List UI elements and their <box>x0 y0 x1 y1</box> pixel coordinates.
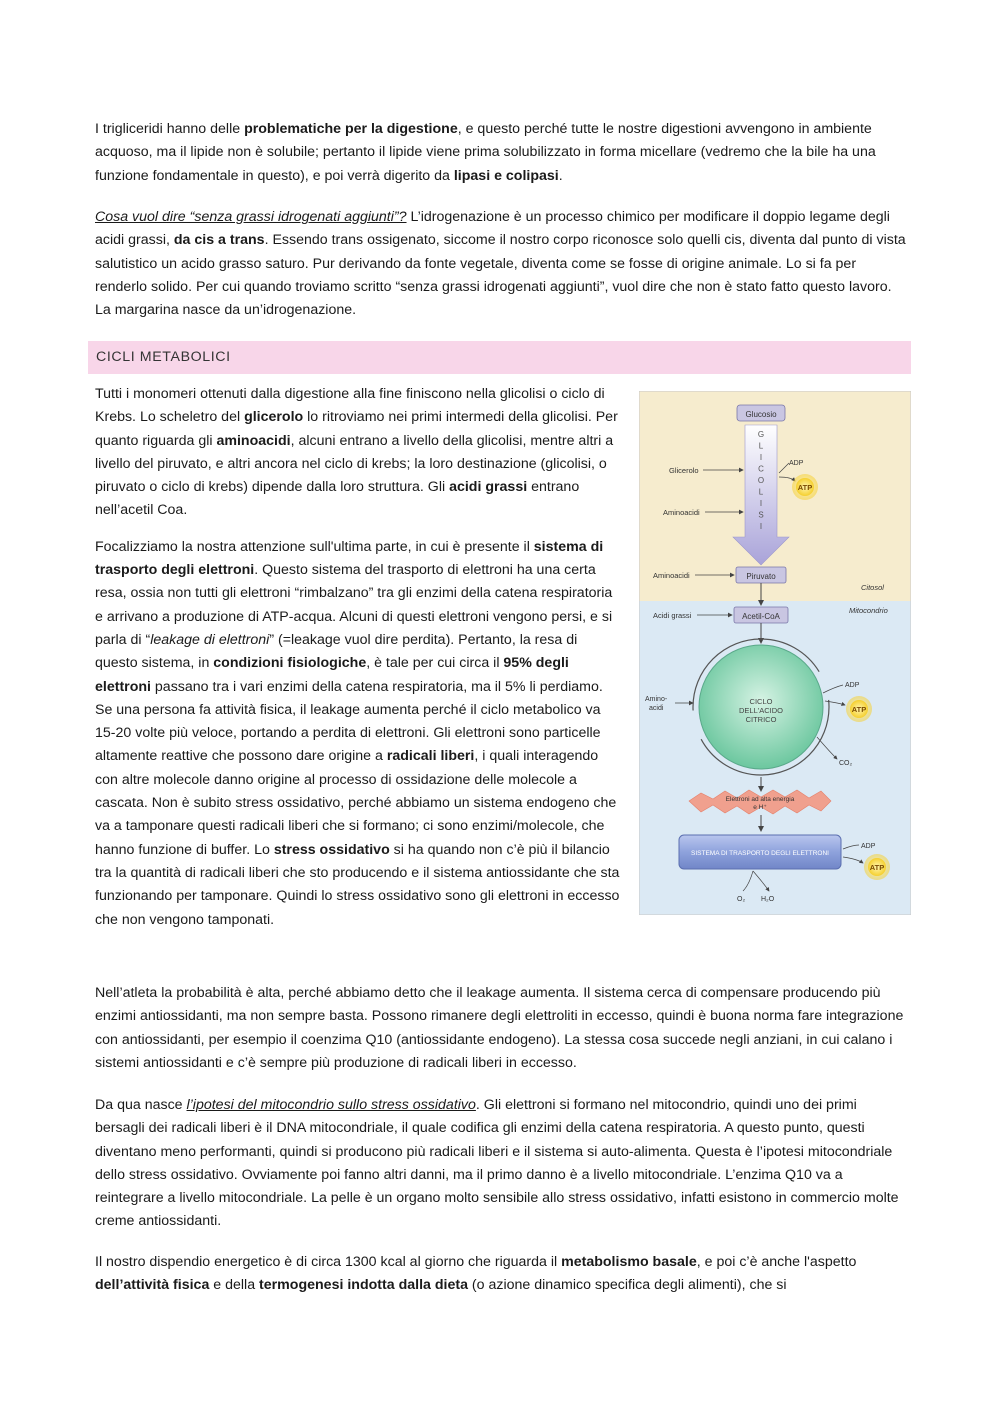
text-run: ” (=leakage vuol dire perdita). Pertanto, la resa di questo sistema, in <box>95 631 578 672</box>
bold-text: sistema di trasporto degli elettroni <box>95 538 604 579</box>
text-run: Da qua nasce <box>95 1097 187 1113</box>
bold-text: condizioni fisiologiche <box>213 655 367 672</box>
adp-label-1: ADP <box>789 460 804 467</box>
bold-text: glicerolo <box>244 409 304 426</box>
amino-acids-label-2: Aminoacidi <box>653 571 690 580</box>
text-run: L’idrogenazione è un processo chimico per modificare il doppio legame degli acidi grassi, <box>95 209 890 249</box>
glycolysis-letter: L <box>758 487 764 497</box>
text-run: , è tale per cui circa il <box>366 655 504 672</box>
cycle-label-1: CICLO <box>749 697 773 706</box>
cytosol-label: Citosol <box>861 583 884 592</box>
atp-sun-3 <box>864 854 890 880</box>
bold-text: metabolismo basale <box>561 1254 697 1270</box>
bold-text: 95% degli elettroni <box>95 655 569 695</box>
glycolysis-letter: I <box>759 499 763 508</box>
glucose-label: Glucosio <box>745 410 777 419</box>
pyruvate-label: Piruvato <box>746 572 776 581</box>
fatty-acids-label: Acidi grassi <box>653 611 692 620</box>
paragraph-energy-expenditure <box>95 1251 907 1298</box>
text-run: , e questo perché tutte le nostre digestioni avvengono in ambiente acquoso, ma il lipide non è solubile; pertanto il lipide viene prima solubilizzato in forma micellare (vedremo che la bile ha una funzione fondamentale in questo), e poi verrà digerito da <box>95 121 876 184</box>
text-run: , alcuni entrano a livello della glicolisi, mentre altri a livello del piruvato, e altri ancora nel ciclo di krebs; la loro destinazione (glicolisi, o piruvato o ciclo di krebs) dipende dalla loro struttura. Gli <box>95 432 614 496</box>
text-run: Tutti i monomeri ottenuti dalla digestione alla fine finiscono nella glicolisi o ciclo di Krebs. Lo scheletro del <box>95 386 605 426</box>
text-run: si ha quando non c’è più il bilancio tra la quantità di radicali liberi che sto producendo e il sistema antiossidante che sta funzionando per tamponare. Quindi lo stress ossidativo sono gli elettroni in eccesso che non vengono tamponati. <box>95 841 620 928</box>
paragraph-hydrogenated-fats <box>95 206 907 322</box>
italic-text: l’ipotesi del mitocondrio sullo stress ossidativo <box>186 1097 476 1113</box>
adp-label-3: ADP <box>861 843 876 850</box>
paragraph-mitochondrial-hypothesis <box>95 1094 907 1234</box>
amino-acids-label-1: Aminoacidi <box>663 508 700 517</box>
paragraph-triglycerides <box>95 118 907 188</box>
text-run: Nell’atleta la probabilità è alta, perché abbiamo detto che il leakage aumenta. Il sistema cerca di compensare producendo più enzimi antiossidanti, ma non sempre basta. Possono rimanere degli elettroliti in eccesso, quindi è buona norma fare integrazione con antiossidanti, per esempio il coenzima Q10 (antiossidante endogeno). La stessa cosa succede negli anziani, in cui calano i sistemi antiossidanti e c’è sempre più produzione di radicali liberi in eccesso. <box>95 985 904 1071</box>
glycolysis-letter: G <box>757 430 765 439</box>
metabolic-cycles-section <box>95 383 907 945</box>
amino-acids-label-3b: acidi <box>649 705 664 712</box>
electrons-label-1: Elettroni ad alta energia <box>725 796 795 803</box>
glycolysis-letter: I <box>759 453 763 462</box>
adp-label-2: ADP <box>845 682 860 689</box>
text-run: passano tra i vari enzimi della catena respiratoria, ma il 5% li perdiamo. Se una persona fa attività fisica, il leakage aumenta perché il ciclo metabolico va 15-20 volte più veloce, portando a perdita di elettroni. Gli elettroni sono particelle altamente reattive che possono dare origine a <box>95 678 603 765</box>
text-run: . Essendo trans ossigenato, siccome il nostro corpo riconosce solo quelli cis, diventa dal punto di vista salutistico un acido grasso saturo. Pur derivando da fonte vegetale, diventa come se fosse di origine animale. Lo si fa per renderlo solido. Per cui quando troviamo scritto “senza grassi idrogenati aggiunti”, vuol dire che non è stato fatto questo lavoro. La margarina nasce da un’idrogenazione. <box>95 232 906 319</box>
bold-text: problematiche per la digestione <box>244 121 458 137</box>
bold-text: aminoacidi <box>216 432 291 449</box>
electron-transport-system-label: SISTEMA DI TRASPORTO DEGLI ELETTRONI <box>691 850 829 857</box>
text-run: I trigliceridi hanno delle <box>95 121 245 137</box>
glycolysis-letter: S <box>758 510 764 520</box>
amino-acids-label-3a: Amino- <box>645 696 668 703</box>
cycle-label-3: CITRICO <box>745 715 777 724</box>
atp-sun-1 <box>792 474 818 500</box>
text-run: Focalizziamo la nostra attenzione sull'ultima parte, in cui è presente il <box>95 538 534 555</box>
atp-label-1: ATP <box>797 483 813 492</box>
bold-text: acidi grassi <box>449 479 528 496</box>
text-run: lo ritroviamo nei primi intermedi della glicolisi. Per quanto riguarda gli <box>95 409 618 449</box>
h2o-label: H₂O <box>761 896 775 903</box>
text-run: (o azione dinamico specifica degli alimenti), che si <box>467 1277 787 1294</box>
text-run: , i quali interagendo con altre molecole danno origine al processo di ossidazione delle molecole a cascata. Non è subito stress ossidativo, perché abbiamo un sistema endogeno che va a tamponare questi radicali liberi che si formano; ci sono enzimi/molecole, che hanno funzione di buffer. Lo <box>95 748 617 858</box>
mitochondrion-label: Mitocondrio <box>849 606 888 615</box>
glycolysis-letter: L <box>758 441 764 451</box>
glycolysis-letter: O <box>757 476 765 485</box>
cycle-label-2: DELL'ACIDO <box>739 706 783 715</box>
paragraph-text <box>95 118 907 188</box>
glycerol-label: Glicerolo <box>669 466 699 475</box>
electrons-label-2: e H⁺ <box>753 804 767 811</box>
text-run: . <box>558 167 563 184</box>
co2-label: CO₂ <box>839 760 853 767</box>
glycolysis-letter: C <box>758 464 764 474</box>
paragraph-athlete <box>95 982 907 1075</box>
text-run: Il nostro dispendio energetico è di circa 1300 kcal al giorno che riguarda il <box>95 1254 562 1270</box>
text-run: entrano nell’acetil Coa. <box>95 479 580 519</box>
paragraph-text <box>95 982 907 1075</box>
text-run: . Gli elettroni si formano nel mitocondrio, quindi uno dei primi bersagli dei radicali liberi è il DNA mitocondriale, il quale codifica gli enzimi della catena respiratoria. A questo punto, questi diventano meno performanti, quindi si producono più radicali liberi e il sistema si auto-alimenta. Questa è l’ipotesi mitocondriale dello stress ossidativo. Ovviamente poi fanno altri danni, ma il primo danno è a livello mitocondriale. L’enzima Q10 va a reintegrare a livello mitocondriale. La pelle è un organo molto sensibile allo stress ossidativo, infatti esistono in commercio molte creme antiossidanti. <box>95 1097 899 1230</box>
paragraph-text <box>95 1251 907 1298</box>
text-run: . Questo sistema del trasporto di elettroni ha una certa resa, ossia non tutti gli elettroni “rimbalzano” tra gli enzimi della catena respiratoria e arrivano a produzione di ATP-acqua. Alcuni di questi elettroni vengono persi, e si parla di “ <box>95 562 613 648</box>
paragraph-text <box>95 1094 907 1234</box>
bold-text: stress ossidativo <box>273 841 390 858</box>
text-run: e della <box>209 1277 260 1294</box>
atp-sun-2 <box>846 696 872 722</box>
bold-text: da cis a trans <box>173 232 265 249</box>
paragraph-text <box>95 206 907 322</box>
italic-text: leakage di elettroni <box>150 631 270 648</box>
metabolism-diagram <box>639 391 911 915</box>
atp-label-3: ATP <box>869 863 885 872</box>
glycolysis-letters <box>758 430 764 531</box>
italic-text: Cosa vuol dire “senza grassi idrogenati aggiunti”? <box>95 209 407 225</box>
text-run: , e poi c’è anche l'aspetto <box>696 1254 857 1270</box>
bold-text: dell’attività fisica <box>95 1277 210 1294</box>
metabolism-diagram-svg <box>639 391 911 915</box>
bold-text: radicali liberi <box>386 748 475 765</box>
atp-label-2: ATP <box>851 705 867 714</box>
section-heading: CICLI METABOLICI <box>88 341 911 374</box>
bold-text: termogenesi indotta dalla dieta <box>259 1277 468 1294</box>
glycolysis-letter: I <box>759 522 763 531</box>
o2-label: O₂ <box>737 896 746 903</box>
bold-text: lipasi e colipasi <box>453 167 559 184</box>
acetyl-coa-label: Acetil-CoA <box>742 612 780 621</box>
